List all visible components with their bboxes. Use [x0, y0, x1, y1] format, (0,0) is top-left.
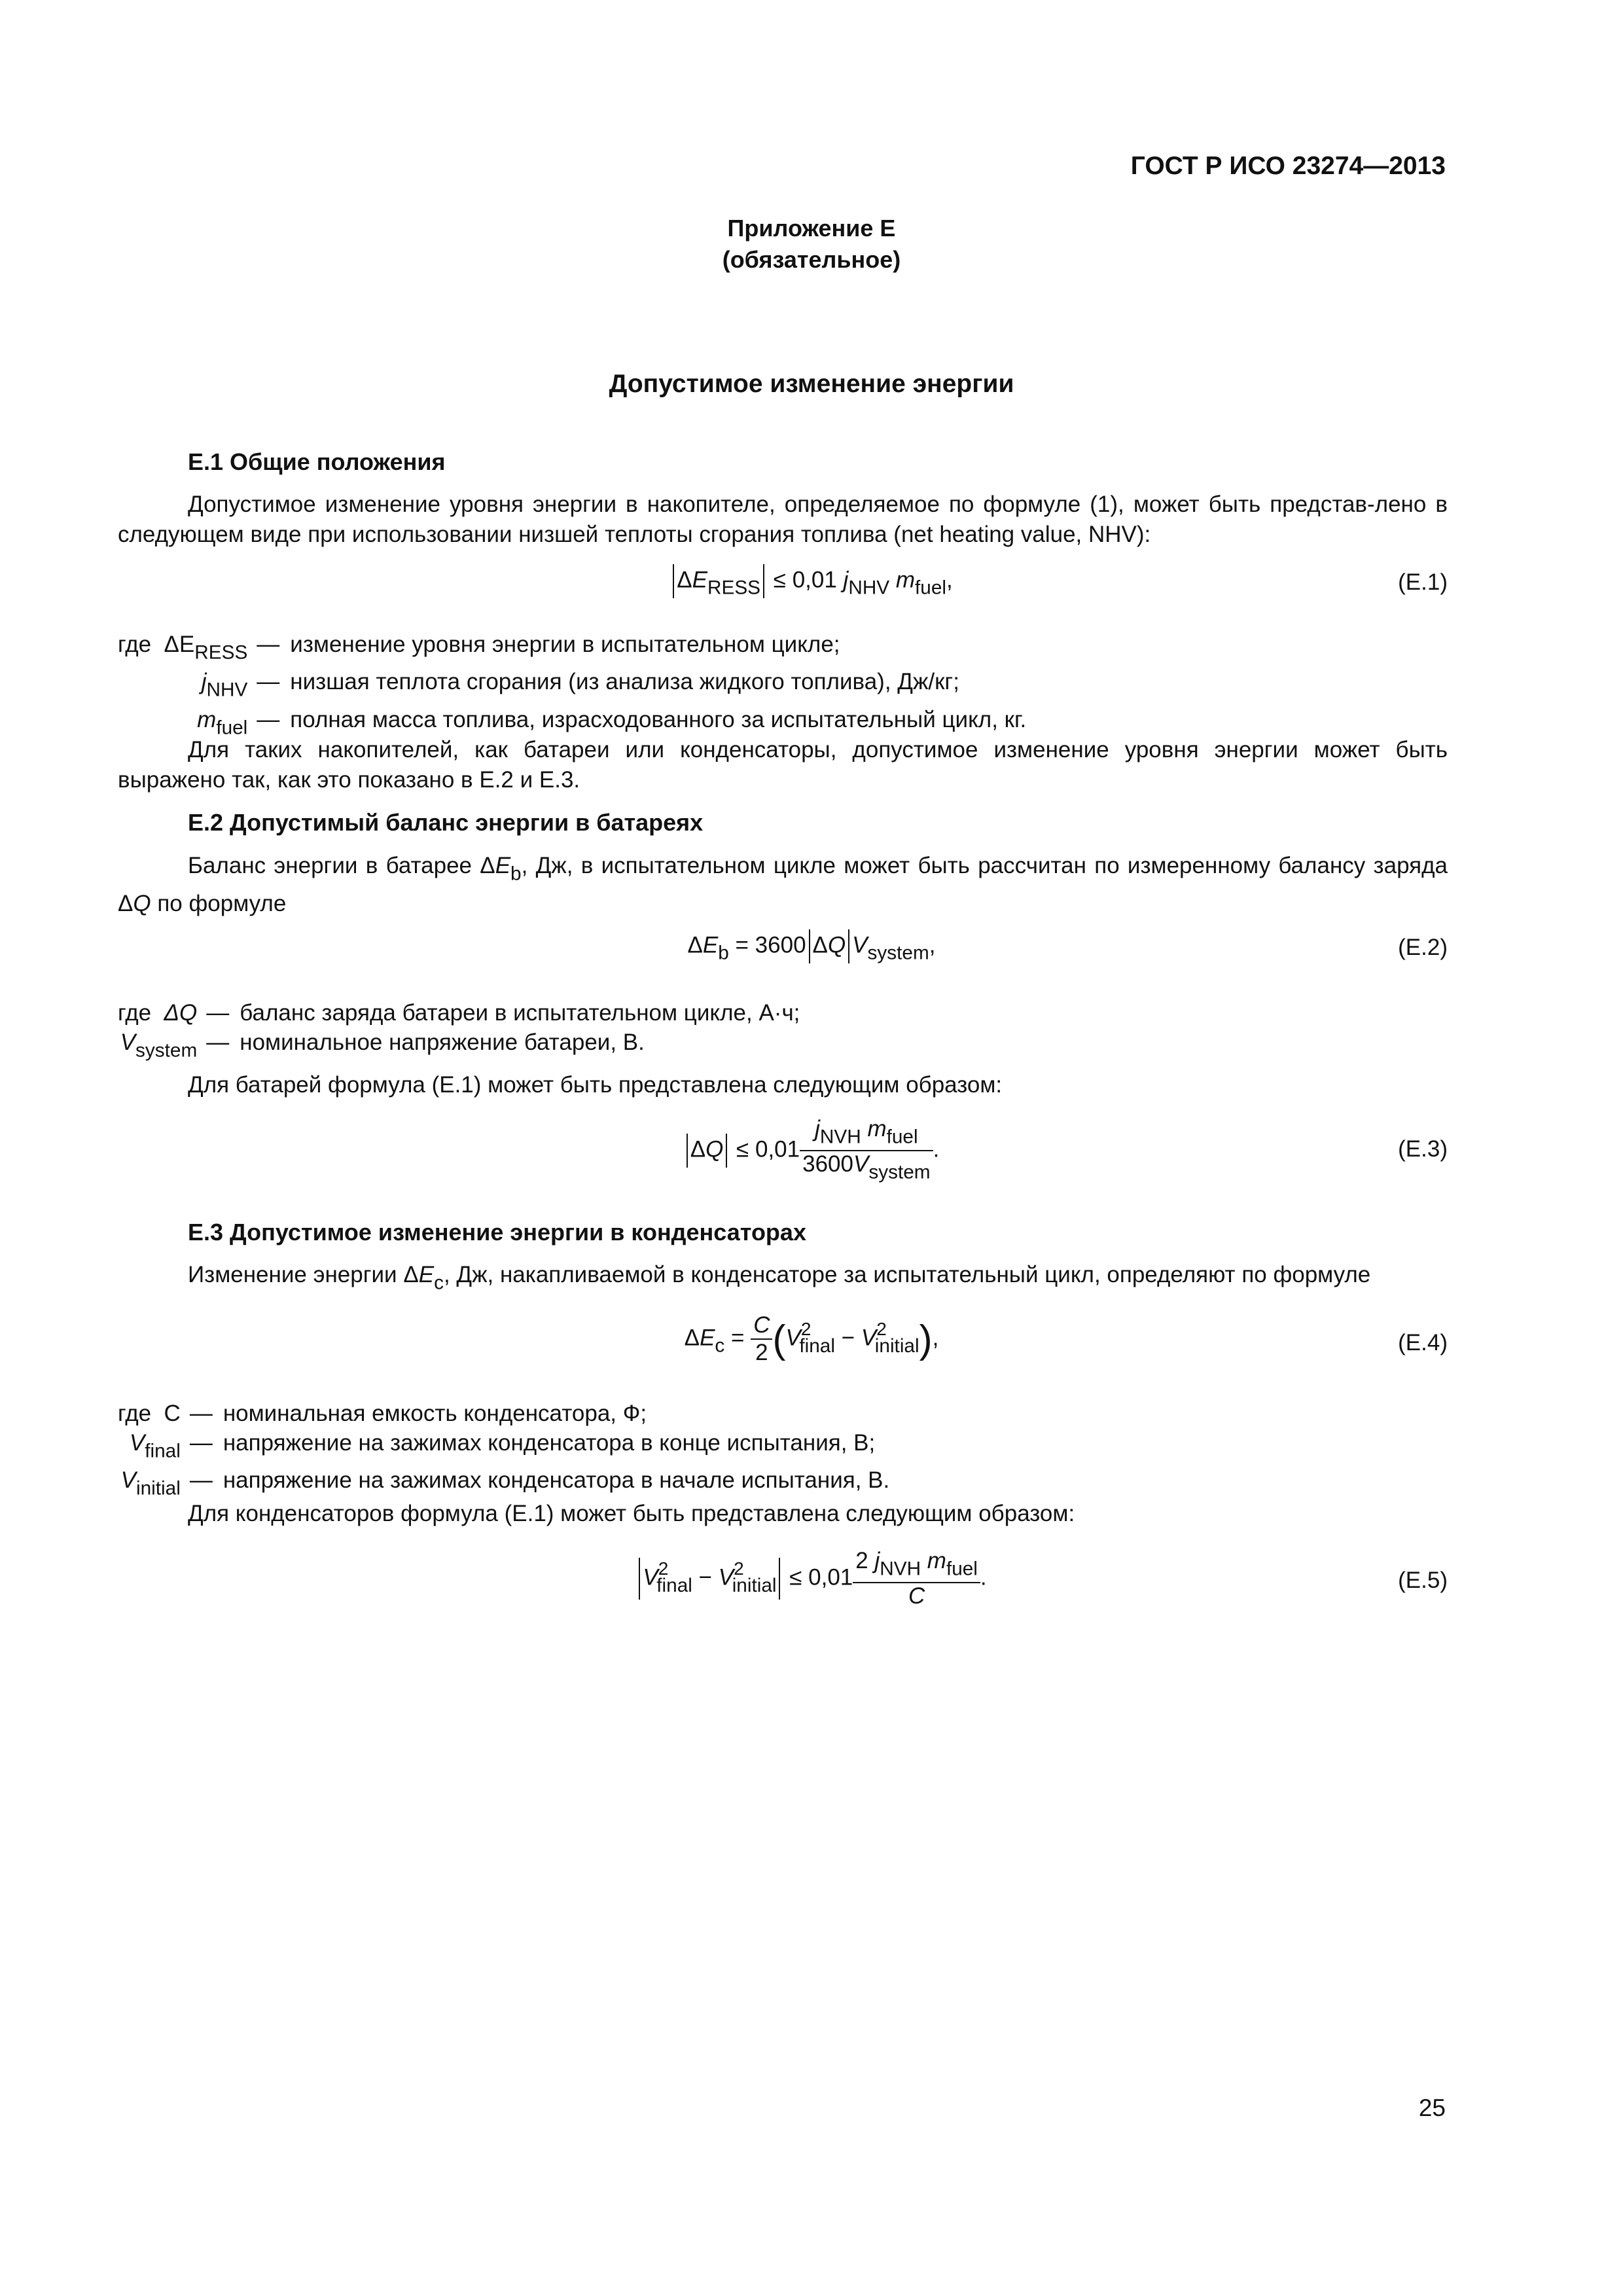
legend-symbol: V: [120, 1467, 137, 1494]
legend-symbol: V: [120, 1030, 136, 1055]
legend-subscript: final: [145, 1440, 181, 1462]
legend-row: $V_{system}$ — номинальное напряжение батареи, В.: [118, 1028, 800, 1065]
annex-header: [0, 213, 1623, 276]
legend-description: баланс заряда батареи в испытательном цикле, А·ч;: [240, 1000, 800, 1026]
equation-number-e4: (Е.4): [1398, 1330, 1448, 1355]
legend-row: $V_{final}$ — напряжение на зажимах конденсатора в конце испытания, В;: [118, 1428, 889, 1465]
formula-e2: $\Delta E_b = 3600$ ΔQ $V_{system}$,: [0, 929, 1623, 965]
section-heading-e2: Е.2 Допустимый баланс энергии в батареях: [188, 809, 704, 836]
legend-e1: [118, 630, 1026, 742]
where-label: где: [118, 1000, 152, 1026]
legend-symbol: ΔE: [164, 632, 195, 657]
paragraph-e1-note: Для таких накопителей, как батареи или конденсаторы, допустимое изменение уровня энергии может быть выражено так, как это показано в Е.2 и Е.3.: [118, 737, 1448, 793]
page-number: 25: [1418, 2094, 1446, 2121]
annex-subtitle: (обязательное): [722, 246, 901, 273]
legend-row: $j_{NHV}$ — низшая теплота сгорания (из анализа жидкого топлива), Дж/кг;: [118, 667, 1026, 704]
legend-symbol: V: [129, 1430, 145, 1456]
legend-subscript: NHV: [206, 679, 248, 701]
legend-row: где ΔQ — баланс заряда батареи в испытательном цикле, А·ч;: [118, 998, 800, 1028]
legend-description: номинальное напряжение батареи, В.: [240, 1030, 645, 1055]
legend-symbol: j: [201, 669, 207, 695]
paragraph-e3-intro: Изменение энергии $\Delta E_c$, Дж, накапливаемой в конденсаторе за испытательный цикл, определяют по формуле: [188, 1262, 1371, 1294]
legend-row: $m_{fuel}$ — полная масса топлива, израсходованного за испытательный цикл, кг.: [118, 705, 1026, 742]
equation-number-e5: (Е.5): [1398, 1568, 1448, 1593]
document-code: ГОСТ Р ИСО 23274—2013: [1130, 152, 1446, 180]
section-heading-e1: Е.1 Общие положения: [188, 448, 446, 475]
formula-e1: $\Delta E_{RESS} \le 0,01$ $j_{NHV}$ $m_{fuel}$,: [0, 564, 1623, 600]
legend-description: изменение уровня энергии в испытательном цикле;: [290, 632, 840, 657]
legend-symbol: C: [164, 1401, 181, 1426]
legend-description: номинальная емкость конденсатора, Ф;: [223, 1401, 647, 1426]
equation-number-e2: (Е.2): [1398, 935, 1448, 960]
legend-subscript: system: [135, 1039, 198, 1062]
legend-row: где $\Delta E_{RESS}$ — изменение уровня энергии в испытательном цикле;: [118, 630, 1026, 667]
section-heading-e3: Е.3 Допустимое изменение энергии в конденсаторах: [188, 1219, 806, 1246]
legend-description: напряжение на зажимах конденсатора в начале испытания, В.: [223, 1467, 890, 1494]
legend-row: где C — номинальная емкость конденсатора, Ф;: [118, 1399, 889, 1428]
legend-e3: [118, 1399, 889, 1503]
paragraph-e2-battery: Для батарей формула (Е.1) может быть представлена следующим образом:: [188, 1072, 1003, 1098]
formula-e4: $\Delta E_c$ = $\frac{C}{2}$ $(V^2_{final} - V^2_{initial})$,: [684, 1312, 939, 1365]
formula-e5: $V^2_{final} - V^2_{initial} \le 0,01$ $\frac{2 j_{NVH} m_{fuel}}{C}$ .: [0, 1548, 1623, 1609]
legend-e2: [118, 998, 800, 1065]
where-label: где: [118, 632, 152, 657]
legend-subscript: fuel: [216, 717, 248, 739]
main-title: Допустимое изменение энергии: [609, 370, 1014, 398]
paragraph-e3-capacitor: Для конденсаторов формула (Е.1) может быть представлена следующим образом:: [188, 1501, 1075, 1526]
legend-subscript: initial: [136, 1477, 181, 1499]
paragraph-e1-intro: Допустимое изменение уровня энергии в накопителе, определяемое по формуле (1), может быть представ-лено в следующем виде при использовании низшей теплоты сгорания топлива (net heating value, NHV):: [118, 492, 1448, 547]
legend-row: $V_{initial}$ — напряжение на зажимах конденсатора в начале испытания, В.: [118, 1465, 889, 1503]
equation-number-e1: (Е.1): [1398, 569, 1448, 595]
legend-description: напряжение на зажимах конденсатора в конце испытания, В;: [223, 1430, 876, 1456]
legend-symbol: m: [197, 706, 217, 732]
paragraph-e2-intro: Баланс энергии в батарее $\Delta E_b$, Дж, в испытательном цикле может быть рассчитан по измеренному балансу заряда ΔQ по формуле: [118, 853, 1448, 917]
legend-description: низшая теплота сгорания (из анализа жидкого топлива), Дж/кг;: [290, 669, 959, 695]
annex-title: Приложение Е: [727, 215, 896, 242]
equation-number-e3: (Е.3): [1398, 1136, 1448, 1162]
legend-symbol: ΔQ: [164, 1000, 198, 1026]
formula-e3: ΔQ ≤ 0,01 $\frac{j_{NVH} m_{fuel}}{3600V_{system}}$ .: [0, 1116, 1623, 1186]
legend-description: полная масса топлива, израсходованного за испытательный цикл, кг.: [290, 706, 1027, 732]
legend-subscript: RESS: [194, 641, 248, 664]
where-label: где: [118, 1401, 152, 1426]
